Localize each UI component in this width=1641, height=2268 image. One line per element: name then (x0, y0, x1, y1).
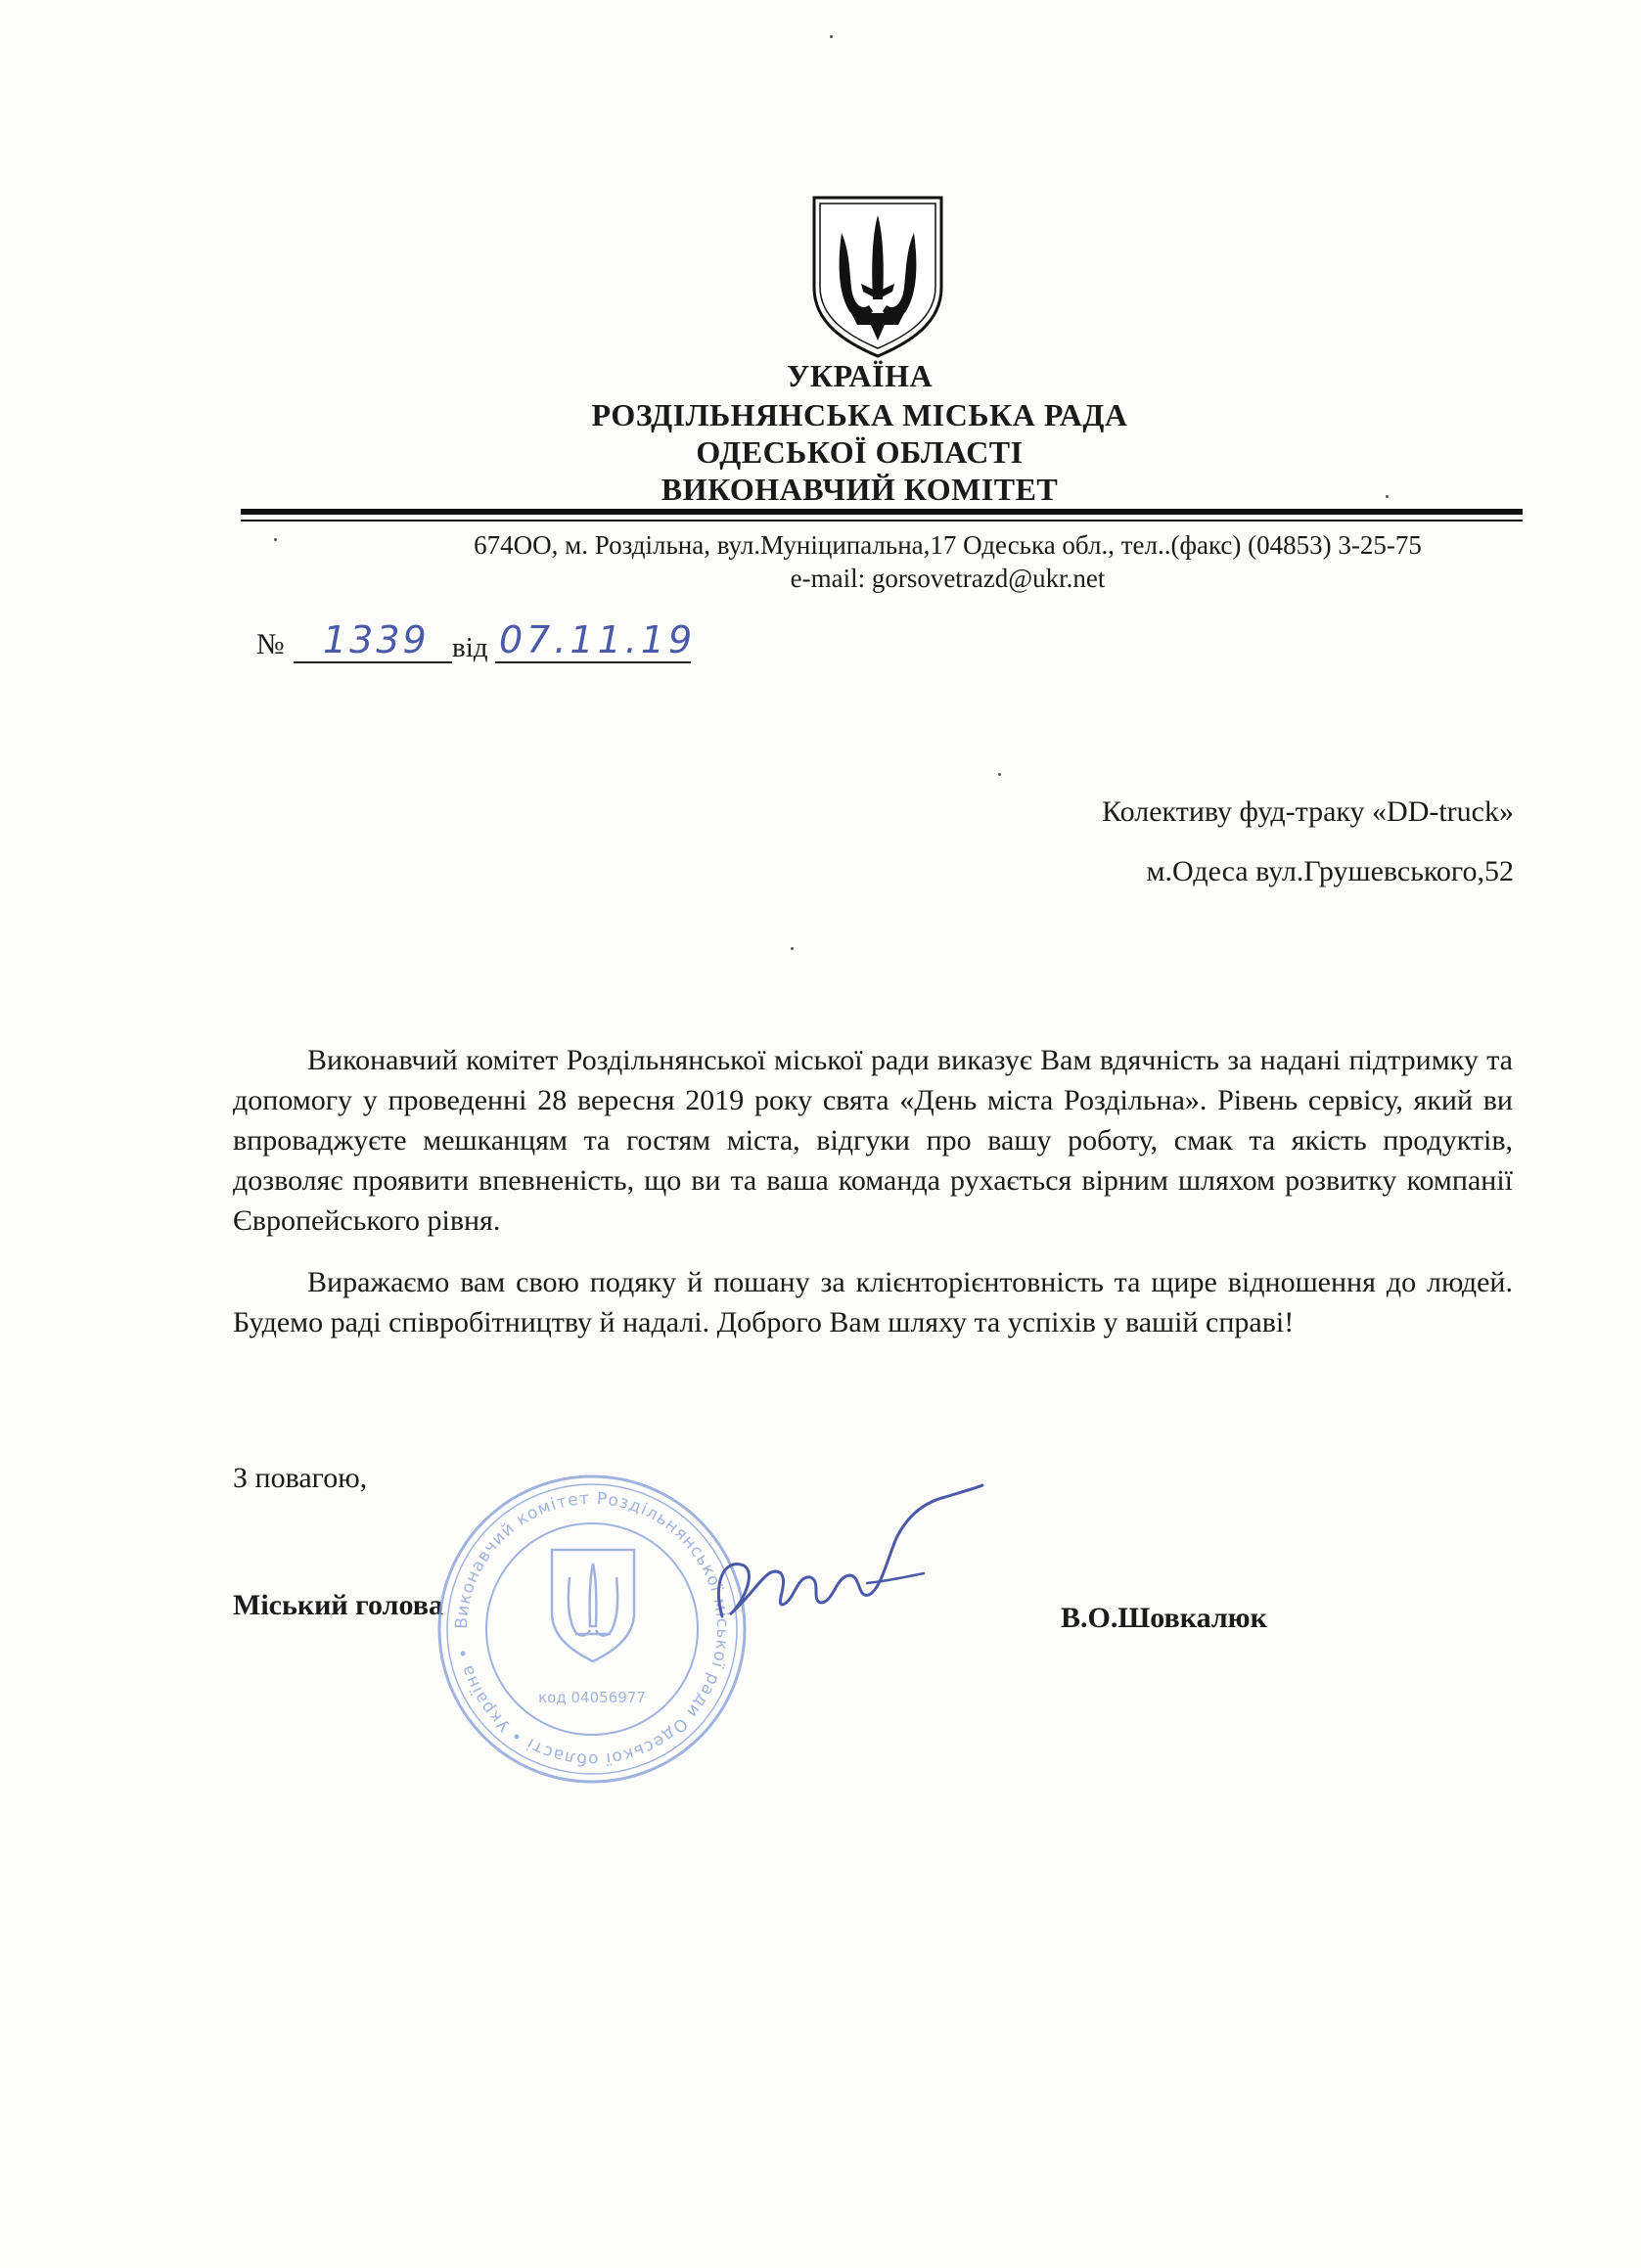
stamp-code: код 04056977 (538, 1689, 646, 1706)
scan-speck (998, 773, 1001, 776)
header-divider-thin (241, 520, 1523, 522)
signature-icon (695, 1468, 988, 1654)
number-label: № (256, 628, 285, 660)
header-address: 674ОО, м. Роздільна, вул.Муніципальна,17 Одеська обл., тел..(факс) (04853) 3-25-75 (474, 530, 1422, 560)
coat-of-arms-icon (808, 194, 947, 358)
body-paragraph-1: Виконавчий комітет Роздільнянської міської ради виказує Вам вдячність за надані підтримку та допомогу у проведенні 28 вересня 2019 року свята «День міста Роздільна». Рівень сервісу, який ви впроваджуєте мешканцям та гостям міста, відгуки про вашу роботу, смак та якість продуктів, дозволяє проявити впевненість, що ви та ваша команда рухається вірним шляхом розвитку компанії Європейського рівня. (233, 1044, 1513, 1237)
number-underline (294, 661, 452, 663)
header-country: УКРАЇНА (786, 358, 934, 393)
header-region: ОДЕСЬКОЇ ОБЛАСТІ (696, 434, 1024, 470)
header-email: e-mail: gorsovetrazd@ukr.net (790, 564, 1106, 593)
date-label: від (452, 632, 488, 663)
scan-speck (830, 35, 833, 38)
signer-title: Міський голова (233, 1589, 443, 1621)
scan-speck (1386, 495, 1389, 498)
date-value: 07.11.19 (499, 618, 697, 661)
recipient-address: м.Одеса вул.Грушевського,52 (1146, 855, 1514, 887)
stamp-ring-text: Виконавчий комітет Роздільнянської міської ради Одеської області • Україна • (451, 1488, 733, 1770)
header-divider-thick (241, 509, 1523, 515)
reference-line (256, 618, 746, 667)
header-council: РОЗДІЛЬНЯНСЬКА МІСЬКА РАДА (591, 397, 1128, 432)
scan-speck (274, 538, 277, 541)
body-paragraph-2: Виражаємо вам свою подяку й пошану за клієнторієнтовність та щире відношення до людей. Будемо раді співробітництву й надалі. Доброго Вам шляху та успіхів у вашій справі! (233, 1266, 1513, 1338)
date-underline (495, 661, 691, 663)
number-value: 1339 (323, 618, 430, 661)
svg-text:Виконавчий комітет Роздільнянс (452, 1489, 732, 1769)
closing: З повагою, (233, 1462, 368, 1494)
signer-name: В.О.Шовкалюк (1061, 1602, 1267, 1634)
recipient-name: Колективу фуд-траку «DD-truck» (1102, 795, 1514, 828)
scan-speck (791, 947, 794, 950)
header-committee: ВИКОНАВЧИЙ КОМІТЕТ (661, 472, 1059, 507)
